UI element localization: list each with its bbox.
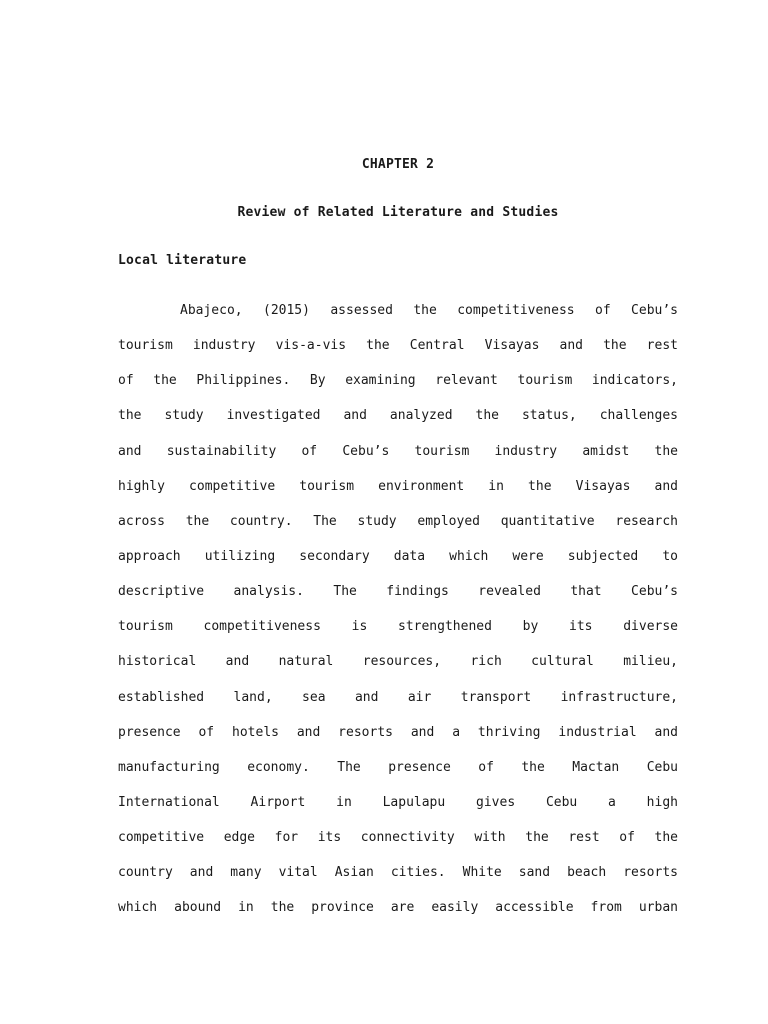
paragraph-line: established land, sea and air transport infrastructure, — [118, 689, 678, 705]
paragraph-line: and sustainability of Cebu’s tourism industry amidst the — [118, 443, 678, 459]
paragraph-line: the study investigated and analyzed the status, challenges — [118, 408, 678, 424]
section-heading: Local literature — [118, 253, 247, 268]
paragraph-line: manufacturing economy. The presence of the Mactan Cebu — [118, 759, 678, 775]
paragraph-line: tourism industry vis-a-vis the Central Visayas and the rest — [118, 338, 678, 354]
paragraph-line: competitive edge for its connectivity with the rest of the — [118, 830, 678, 846]
paragraph-line: which abound in the province are easily accessible from urban — [118, 900, 678, 916]
paragraph-line: historical and natural resources, rich cultural milieu, — [118, 654, 678, 670]
paragraph-line: across the country. The study employed quantitative research — [118, 513, 678, 529]
paragraph-line: highly competitive tourism environment in the Visayas and — [118, 478, 678, 494]
chapter-heading: CHAPTER 2 — [361, 157, 435, 172]
paragraph-line: presence of hotels and resorts and a thriving industrial and — [118, 724, 678, 740]
paragraph-line: of the Philippines. By examining relevant tourism indicators, — [118, 373, 678, 389]
paragraph-line: International Airport in Lapulapu gives Cebu a high — [118, 794, 678, 810]
paragraph-line: country and many vital Asian cities. White sand beach resorts — [118, 865, 678, 881]
paragraph-line: descriptive analysis. The findings revealed that Cebu’s — [118, 584, 678, 600]
paragraph-line: tourism competitiveness is strengthened by its diverse — [118, 619, 678, 635]
paragraph-line: Abajeco, (2015) assessed the competitiveness of Cebu’s — [180, 303, 678, 318]
body-paragraph — [118, 301, 678, 934]
paragraph-line: approach utilizing secondary data which were subjected to — [118, 548, 678, 564]
chapter-title: Review of Related Literature and Studies — [237, 205, 559, 220]
